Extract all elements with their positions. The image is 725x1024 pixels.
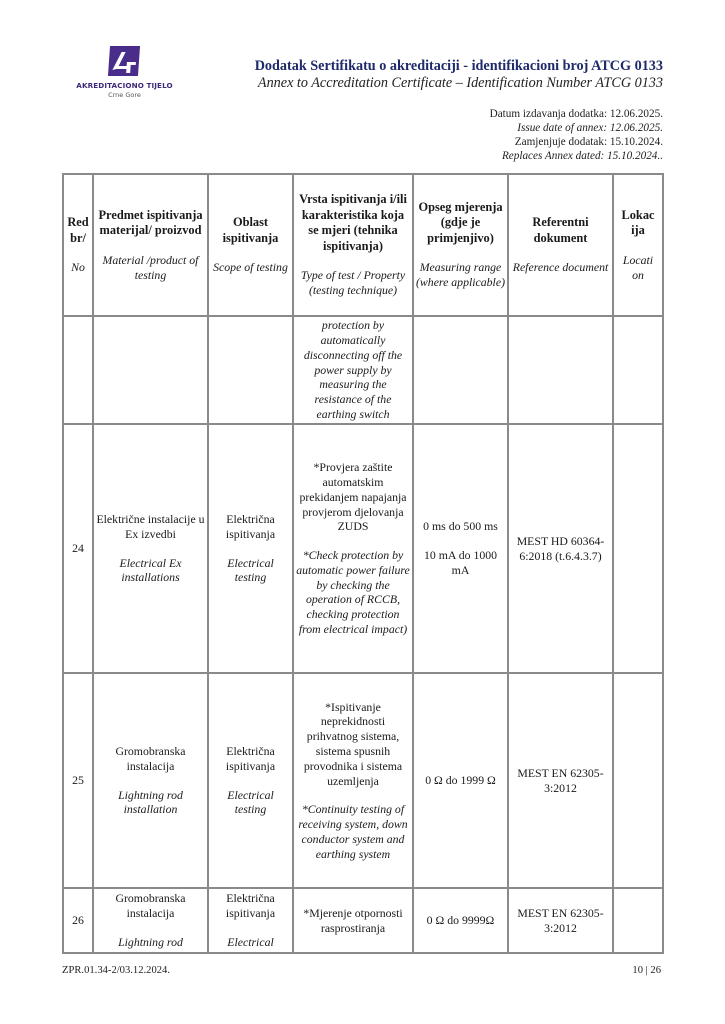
cell-scope: Električna ispitivanja Electrical testing — [208, 673, 293, 888]
issue-date-me: Datum izdavanja dodatka: 12.06.2025. — [489, 108, 663, 120]
table-row — [63, 673, 663, 888]
cell-test-type: protection by automatically disconnecting off the power supply by measuring the resistance of the earthing switch — [293, 316, 413, 424]
cell-reference: MEST HD 60364-6:2018 (t.6.4.3.7) — [508, 424, 613, 673]
cell-test-type: *Ispitivanje neprekidnosti prihvatnog sistema, sistema spusnih provodnika i sistema uzemljenja *Continuity testing of receiving system, down conductor system and earthing system — [293, 673, 413, 888]
col-header-no: Red br/ No — [63, 174, 93, 316]
replaces-date-en: Replaces Annex dated: 15.10.2024.. — [501, 150, 663, 162]
cell-reference: MEST EN 62305-3:2012 — [508, 888, 613, 953]
cell-no: 25 — [63, 673, 93, 888]
col-header-reference: Referentni dokument Reference document — [508, 174, 613, 316]
cell-scope — [208, 316, 293, 424]
document-title: Dodatak Sertifikatu o akreditaciji - identifikacioni broj ATCG 0133 — [254, 58, 663, 74]
cell-material — [93, 316, 208, 424]
col-header-test-type: Vrsta ispitivanja i/ili karakteristika koja se mjeri (tehnika ispitivanja) Type of test / Property (testing technique) — [293, 174, 413, 316]
cell-location — [613, 316, 663, 424]
document-subtitle: Annex to Accreditation Certificate – Identification Number ATCG 0133 — [257, 75, 663, 91]
cell-material: Električne instalacije u Ex izvedbi Electrical Ex installations — [93, 424, 208, 673]
logo-org-sub: Crne Gore — [108, 91, 141, 99]
col-header-range: Opseg mjerenja (gdje je primjenjivo) Measuring range (where applicable) — [413, 174, 508, 316]
cell-range: 0 Ω do 9999Ω — [413, 888, 508, 953]
logo-org-name: AKREDITACIONO TIJELO — [76, 81, 173, 90]
footer-doc-code: ZPR.01.34-2/03.12.2024. — [62, 965, 171, 976]
table-header-row — [63, 174, 663, 316]
cell-range: 0 ms do 500 ms 10 mA do 1000 mA — [413, 424, 508, 673]
accreditation-body-logo — [62, 44, 187, 106]
cell-no: 24 — [63, 424, 93, 673]
cell-scope: Električna ispitivanja Electrical testing — [208, 424, 293, 673]
cell-scope: Električna ispitivanja Electrical — [208, 888, 293, 953]
accreditation-scope-table — [62, 173, 664, 954]
table-row — [63, 888, 663, 953]
footer-page-number: 10 | 26 — [632, 965, 661, 976]
cell-range: 0 Ω do 1999 Ω — [413, 673, 508, 888]
col-header-scope: Oblast ispitivanja Scope of testing — [208, 174, 293, 316]
table-row — [63, 424, 663, 673]
cell-reference: MEST EN 62305-3:2012 — [508, 673, 613, 888]
cell-material: Gromobranska instalacija Lightning rod — [93, 888, 208, 953]
cell-no: 26 — [63, 888, 93, 953]
annex-dates — [490, 107, 663, 163]
cell-material: Gromobranska instalacija Lightning rod installation — [93, 673, 208, 888]
cell-no — [63, 316, 93, 424]
col-header-material: Predmet ispitivanja materijal/ proizvod Material /product of testing — [93, 174, 208, 316]
cell-location — [613, 673, 663, 888]
replaces-date-me: Zamjenjuje dodatak: 15.10.2024. — [514, 136, 663, 148]
cell-reference — [508, 316, 613, 424]
cell-test-type: *Mjerenje otpornosti rasprostiranja — [293, 888, 413, 953]
table-row-continuation — [63, 316, 663, 424]
cell-location — [613, 424, 663, 673]
cell-test-type: *Provjera zaštite automatskim prekidanjem napajanja provjerom djelovanja ZUDS *Check protection by automatic power failure by checking the operation of RCCB, checking protection from electrical impact) — [293, 424, 413, 673]
cell-location — [613, 888, 663, 953]
col-header-location: Lokac ija Locati on — [613, 174, 663, 316]
akreditaciono-tijelo-logo-icon — [108, 46, 140, 76]
issue-date-en: Issue date of annex: 12.06.2025. — [517, 122, 663, 134]
cell-range — [413, 316, 508, 424]
